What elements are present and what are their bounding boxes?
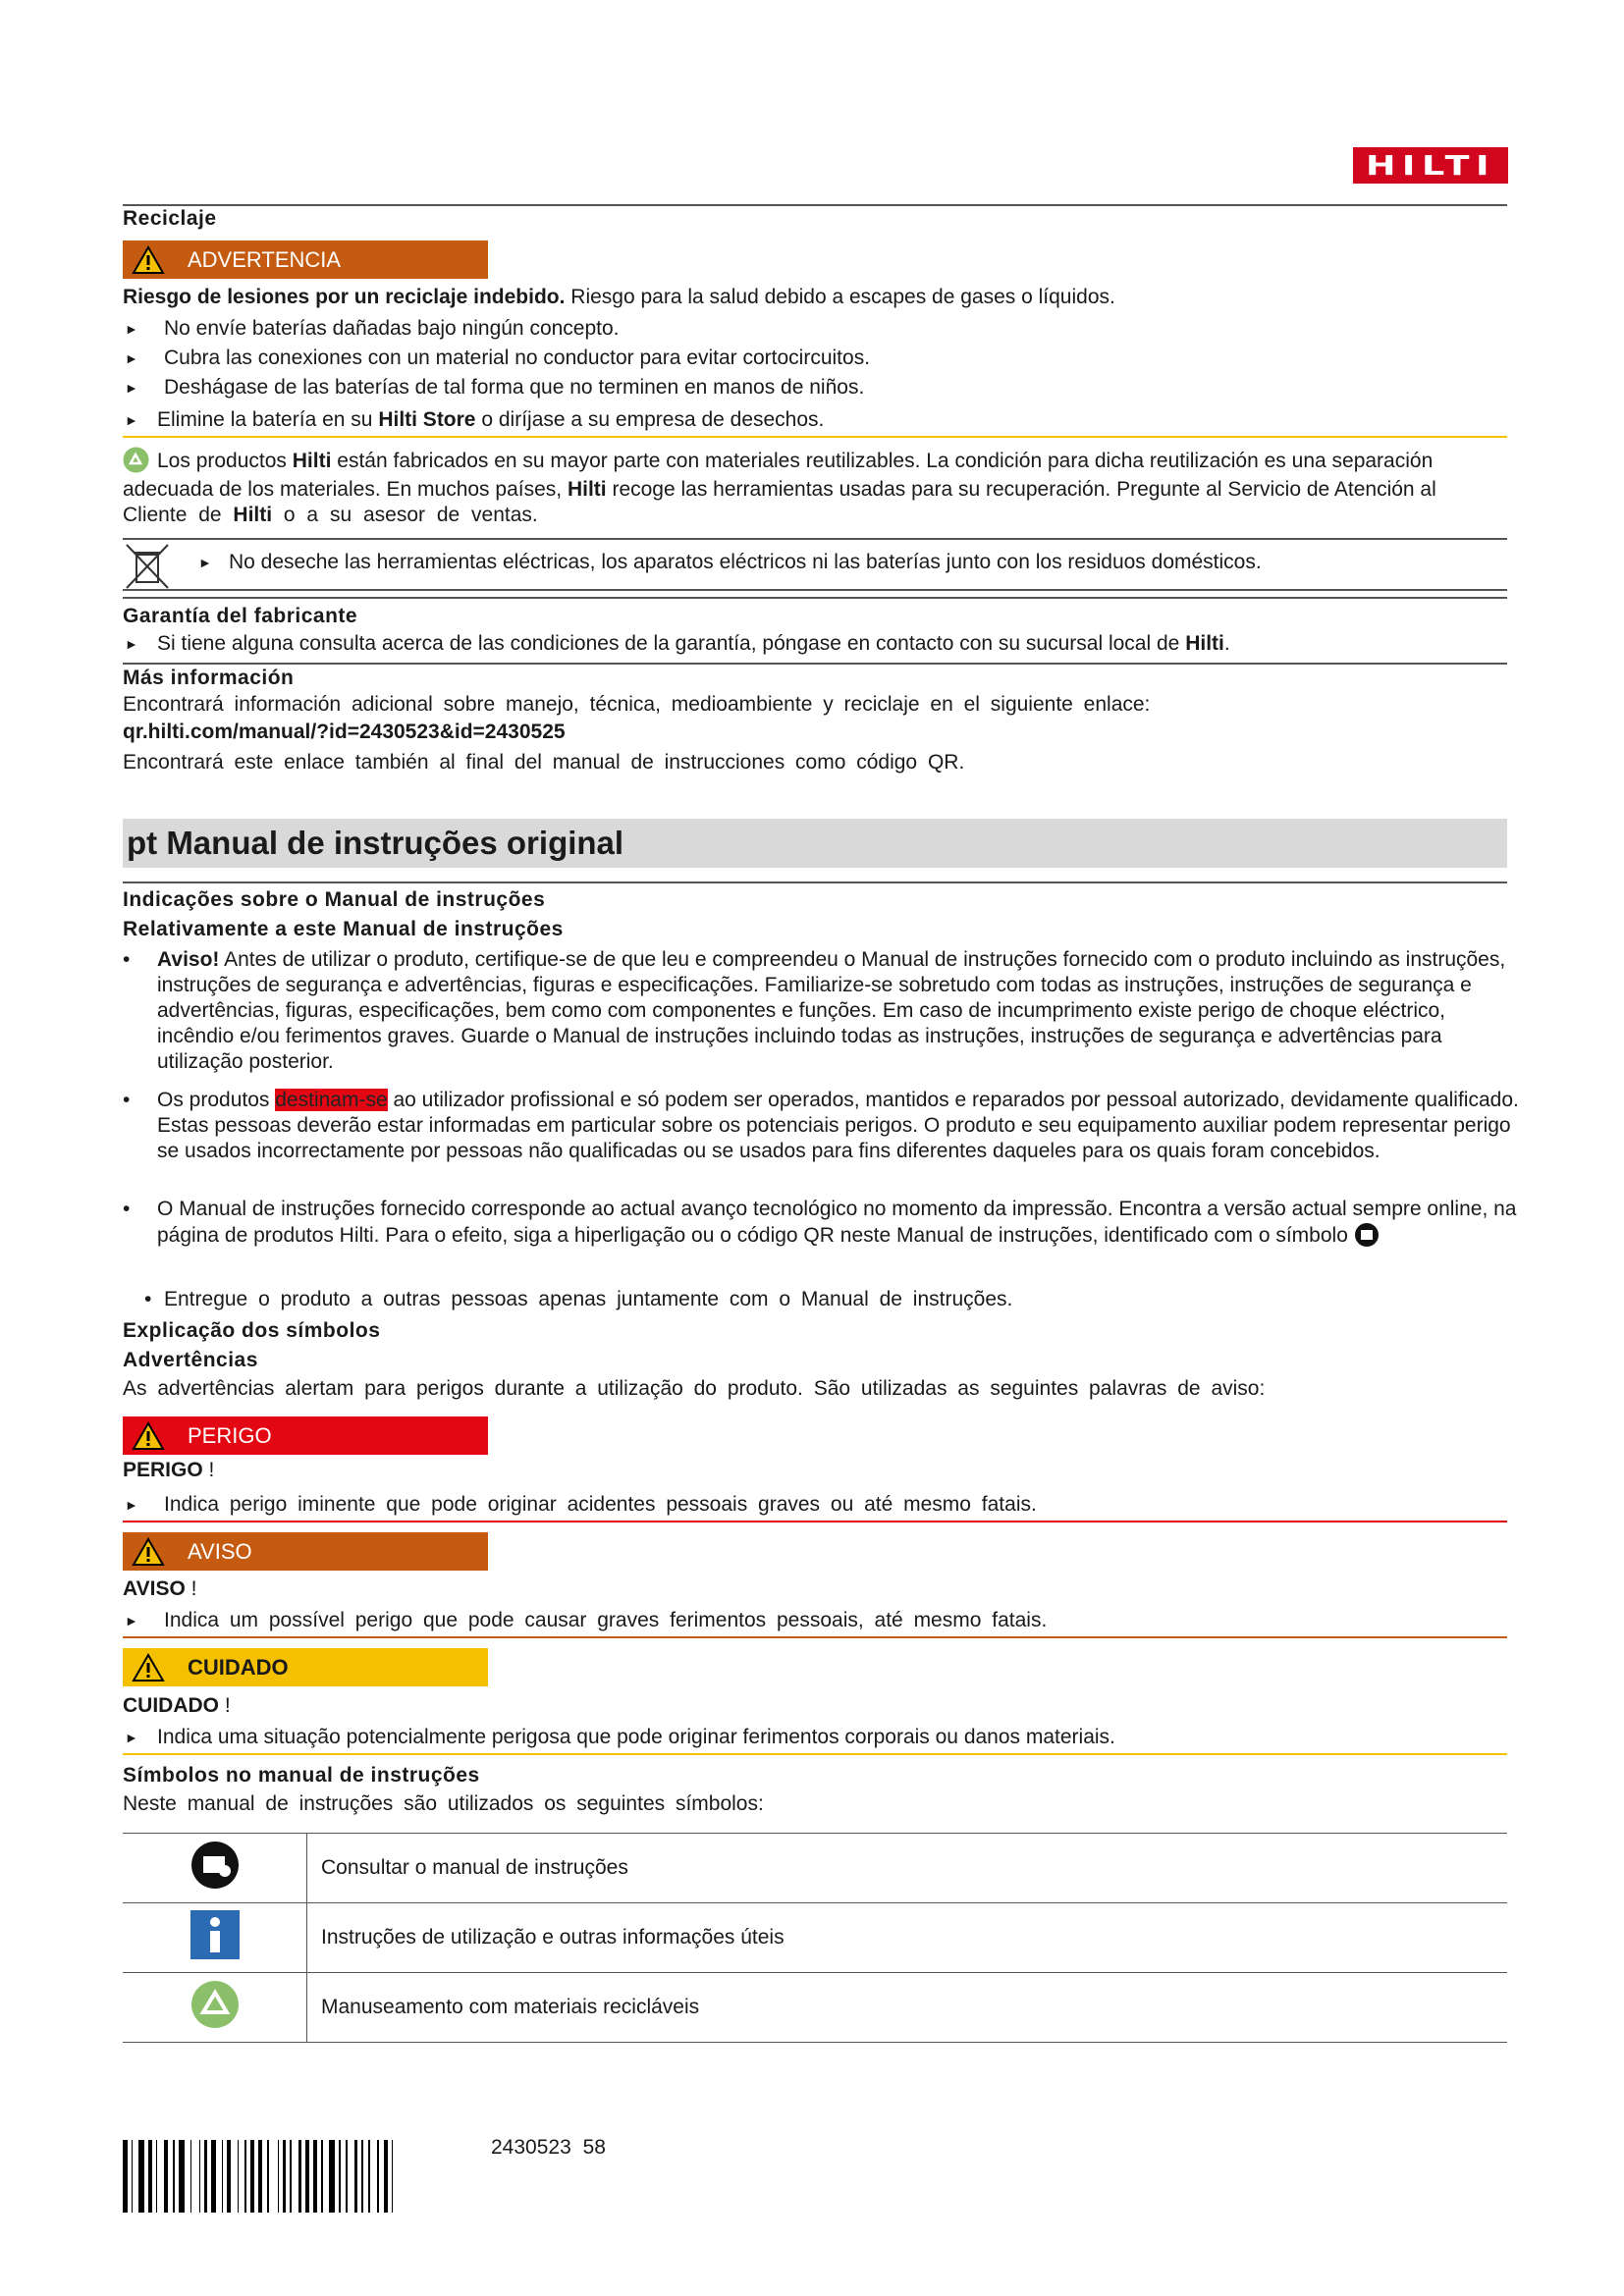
barcode-bar [148, 2140, 151, 2213]
risk-bold: Riesgo de lesiones por un reciclaje indebido. [123, 286, 566, 308]
danger-title-text: PERIGO [123, 1459, 203, 1481]
barcode [123, 2140, 460, 2213]
crossed-bin-icon [123, 541, 172, 592]
more-info-line3: Encontrará este enlace también al final del manual de instrucciones como código QR. [123, 751, 965, 774]
table-row [123, 1973, 1507, 2043]
barcode-bar [267, 2140, 269, 2213]
recycling-para-line2 [123, 476, 1507, 504]
barcode-bar [329, 2140, 335, 2213]
symbol-text: Manuseamento com materiais recicláveis [307, 1973, 1508, 2043]
warranty-bold: Hilti [1185, 632, 1224, 655]
warranty-end: . [1223, 632, 1230, 655]
caution-title [123, 1692, 1507, 1720]
barcode-bar [290, 2140, 292, 2213]
barcode-bar [222, 2140, 224, 2213]
footer-info [491, 2136, 606, 2160]
barcode-bar [179, 2140, 185, 2213]
list-item: • Aviso! Antes de utilizar o produto, certifique-se de que leu e compreendeu o Manual de instruções fornecido com o produto incluindo as instruções, instruções de segurança e advertências, figuras e especificações. Familiarize-se sobretudo com todas as instruções, instruções de segurança e advertências, figuras, especificações, bem como com componentes e funções. Em caso de incumprimento existe perigo de choque eléctrico, incêndio e/ou ferimentos graves. Guarde o Manual de instruções incluindo todas as instruções, instruções de segurança e advertências para utilização posterior. [123, 947, 1517, 1075]
recycling-para-line3 [123, 502, 1507, 529]
caution-text: Indica uma situação potencialmente perigosa que pode originar ferimentos corporais ou danos materiais. [157, 1726, 1115, 1748]
aviso-text [157, 947, 1522, 1075]
para-part: Los productos [157, 450, 287, 472]
more-info-line1: Encontrará información adicional sobre manejo, técnica, medioambiente y reciclaje en el siguiente enlace: [123, 693, 1151, 716]
warning-triangle-icon [132, 1537, 165, 1567]
highlighted-text: destinam-se [275, 1089, 388, 1111]
para-part: o a su asesor de ventas. [283, 504, 538, 526]
divider [123, 589, 1507, 591]
products-body: ao utilizador profissional e só podem ser operados, mantidos e reparados por pessoal autorizado, devidamente qualificado. Estas pessoas deverão estar informadas em particular sobre os potenciais perigos. O produto e seu equipamento auxiliar podem representar perigo se usados incorrectamente por pessoas não qualificadas ou se usados para fins diferentes daqueles para os quais foram concebidos. [157, 1089, 1519, 1162]
symbol-cell [123, 1834, 307, 1903]
divider [123, 1753, 1507, 1755]
barcode-bar [305, 2140, 308, 2213]
danger-title [123, 1457, 1507, 1484]
warning-label: AVISO [188, 1539, 252, 1564]
manual-symbols-intro: Neste manual de instruções são utilizados os seguintes símbolos: [123, 1792, 764, 1815]
risk-text [123, 284, 1507, 311]
hilti-logo [1353, 147, 1508, 184]
warning-triangle-icon [132, 245, 165, 275]
recycling-icon [189, 1979, 241, 2030]
barcode-bar [278, 2140, 280, 2213]
barcode-bar [238, 2140, 240, 2213]
para-part: están fabricados en su mayor parte con materiales reutilizables. La condición para dicha reutilización es una separación [337, 450, 1434, 472]
list-item: • O Manual de instruções fornecido corresponde ao actual avanço tecnológico no momento da impressão. Encontra a versão actual sempre online, na página de produtos Hilti. Para o efeito, siga a hiperligação ou o código QR neste Manual de instruções, identificado com o símbolo [123, 1197, 1517, 1275]
barcode-bar [244, 2140, 246, 2213]
doc-number: 2430523 [491, 2136, 571, 2159]
table-row [123, 1834, 1507, 1903]
info-icon [189, 1909, 241, 1960]
logo-text: HILTI [1365, 149, 1496, 182]
store-post: o diríjase a su empresa de desechos. [481, 408, 825, 431]
barcode-bar [190, 2140, 192, 2213]
divider [123, 881, 1507, 883]
symbol-text: Consultar o manual de instruções [307, 1834, 1508, 1903]
barcode-bar [313, 2140, 318, 2213]
barcode-bar [204, 2140, 207, 2213]
warning-box [123, 1532, 488, 1571]
danger-excl: ! [208, 1459, 215, 1481]
para-part: recoge las herramientas usadas para su recuperación. Pregunte al Servicio de Atención al [612, 478, 1436, 501]
symbols-table [123, 1833, 1507, 2043]
risk-detail: Riesgo para la salud debido a escapes de gases o líquidos. [570, 286, 1115, 308]
warranty-text [157, 630, 1230, 658]
para-part: adecuada de los materiales. En muchos países, [123, 478, 563, 501]
barcode-bar [211, 2140, 216, 2213]
handover-text: Entregue o produto a outras pessoas apenas juntamente com o Manual de instruções. [164, 1288, 1013, 1310]
warranty-heading: Garantía del fabricante [123, 605, 358, 627]
divider [123, 1636, 1507, 1638]
barcode-bar [164, 2140, 167, 2213]
page-number: 58 [582, 2136, 606, 2159]
barcode-bar [156, 2140, 158, 2213]
caution-label: CUIDADO [188, 1655, 289, 1680]
recycling-icon [123, 447, 149, 473]
barcode-bar [298, 2140, 301, 2213]
more-info-link[interactable]: qr.hilti.com/manual/?id=2430523&id=2430525 [123, 721, 566, 743]
para-hilti: Hilti [233, 504, 273, 526]
warnings-heading: Advertências [123, 1349, 258, 1371]
table-row [123, 1903, 1507, 1973]
warning-label: ADVERTENCIA [188, 247, 342, 272]
divider [123, 436, 1507, 438]
danger-text: Indica perigo iminente que pode originar acidentes pessoais graves ou até mesmo fatais. [164, 1493, 1037, 1516]
recycling-heading: Reciclaje [123, 207, 217, 230]
manual-symbols-heading: Símbolos no manual de instruções [123, 1764, 480, 1787]
indications-heading: Indicações sobre o Manual de instruções [123, 888, 546, 911]
warranty-text-main: Si tiene alguna consulta acerca de las condiciones de la garantía, póngase en contacto con su sucursal local de [157, 632, 1180, 655]
symbols-heading: Explicação dos símbolos [123, 1319, 381, 1342]
caution-title-text: CUIDADO [123, 1694, 219, 1717]
products-text [157, 1088, 1522, 1164]
warning-box [123, 240, 488, 279]
store-pre: Elimine la batería en su [157, 408, 373, 431]
barcode-bar [132, 2140, 134, 2213]
barcode-bar [368, 2140, 370, 2213]
warning-title [123, 1575, 1507, 1603]
divider [123, 538, 1507, 540]
danger-box [123, 1416, 488, 1455]
caution-box [123, 1648, 488, 1686]
barcode-bar [361, 2140, 363, 2213]
list-item-text: Cubra las conexiones con un material no conductor para evitar cortocircuitos. [164, 347, 871, 369]
manual-body: O Manual de instruções fornecido corresponde ao actual avanço tecnológico no momento da impressão. Encontra a versão actual sempre online, na página de produtos Hilti. Para o efeito, siga a hiperligação ou o código QR neste Manual de instruções, identificado com o símbolo [157, 1198, 1517, 1247]
aviso-bold: Aviso! [157, 948, 220, 971]
barcode-bar [173, 2140, 175, 2213]
recycling-para-line1 [157, 448, 1512, 475]
para-hilti: Hilti [567, 478, 607, 501]
about-heading: Relativamente a este Manual de instruções [123, 918, 564, 940]
manual-icon [189, 1840, 241, 1891]
symbol-text: Instruções de utilização e outras informações úteis [307, 1903, 1508, 1973]
symbol-cell [123, 1973, 307, 2043]
danger-label: PERIGO [188, 1423, 272, 1448]
list-item: • Os produtos destinam-se ao utilizador profissional e só podem ser operados, mantidos e reparados por pessoal autorizado, devidamente qualificado. Estas pessoas deverão estar informadas em particular sobre os potenciais perigos. O produto e seu equipamento auxiliar podem representar perigo se usados incorrectamente por pessoas não qualificadas ou se usados para fins diferentes daqueles para os quais foram concebidos. [123, 1088, 1517, 1196]
more-info-heading: Más información [123, 667, 295, 689]
barcode-bar [377, 2140, 379, 2213]
barcode-bar [392, 2140, 394, 2213]
barcode-bar [384, 2140, 387, 2213]
section-title-text: pt Manual de instruções original [127, 825, 624, 861]
warning-title-text: AVISO [123, 1577, 186, 1600]
manual-text [157, 1197, 1522, 1249]
list-item-text: No envíe baterías dañadas bajo ningún concepto. [164, 317, 620, 340]
para-hilti: Hilti [292, 450, 332, 472]
barcode-bar [227, 2140, 230, 2213]
barcode-bar [321, 2140, 323, 2213]
warning-excl: ! [190, 1577, 197, 1600]
para-part: Cliente de [123, 504, 222, 526]
warning-triangle-icon [132, 1653, 165, 1682]
divider [123, 663, 1507, 665]
barcode-bar [346, 2140, 348, 2213]
barcode-bar [339, 2140, 341, 2213]
store-bold: Hilti Store [378, 408, 476, 431]
products-pre: Os produtos [157, 1089, 270, 1111]
divider [123, 204, 1507, 206]
list-item-text: Deshágase de las baterías de tal forma que no terminen en manos de niños. [164, 376, 865, 399]
barcode-bar [354, 2140, 357, 2213]
caution-excl: ! [224, 1694, 231, 1717]
barcode-bar [199, 2140, 201, 2213]
barcode-bar [258, 2140, 261, 2213]
section-title [123, 819, 1507, 868]
warning-triangle-icon [132, 1421, 165, 1451]
warnings-intro: As advertências alertam para perigos durante a utilização do produto. São utilizadas as seguintes palavras de aviso: [123, 1377, 1266, 1400]
weee-text: No deseche las herramientas eléctricas, los aparatos eléctricos ni las baterías junto con los residuos domésticos. [229, 551, 1262, 573]
barcode-bar [123, 2140, 128, 2213]
list-item-text [157, 406, 824, 434]
aviso-body: Antes de utilizar o produto, certifique-se de que leu e compreendeu o Manual de instruções fornecido com o produto incluindo as instruções, instruções de segurança e advertências, figuras e especificações. Familiarize-se sobretudo com todas as instruções, instruções de segurança e advertências, figuras, especificações, bem como com componentes e funções. Em caso de incumprimento existe perigo de choque eléctrico, incêndio e/ou ferimentos graves. Guarde o Manual de instruções incluindo todas as instruções, instruções de segurança e advertências para utilização posterior. [157, 948, 1506, 1073]
barcode-bar [250, 2140, 255, 2213]
divider [123, 1521, 1507, 1522]
symbol-cell [123, 1903, 307, 1973]
divider [123, 597, 1507, 599]
warning-text: Indica um possível perigo que pode causar graves ferimentos pessoais, até mesmo fatais. [164, 1609, 1048, 1631]
barcode-bar [283, 2140, 286, 2213]
barcode-bar [138, 2140, 144, 2213]
manual-icon [1354, 1222, 1380, 1248]
